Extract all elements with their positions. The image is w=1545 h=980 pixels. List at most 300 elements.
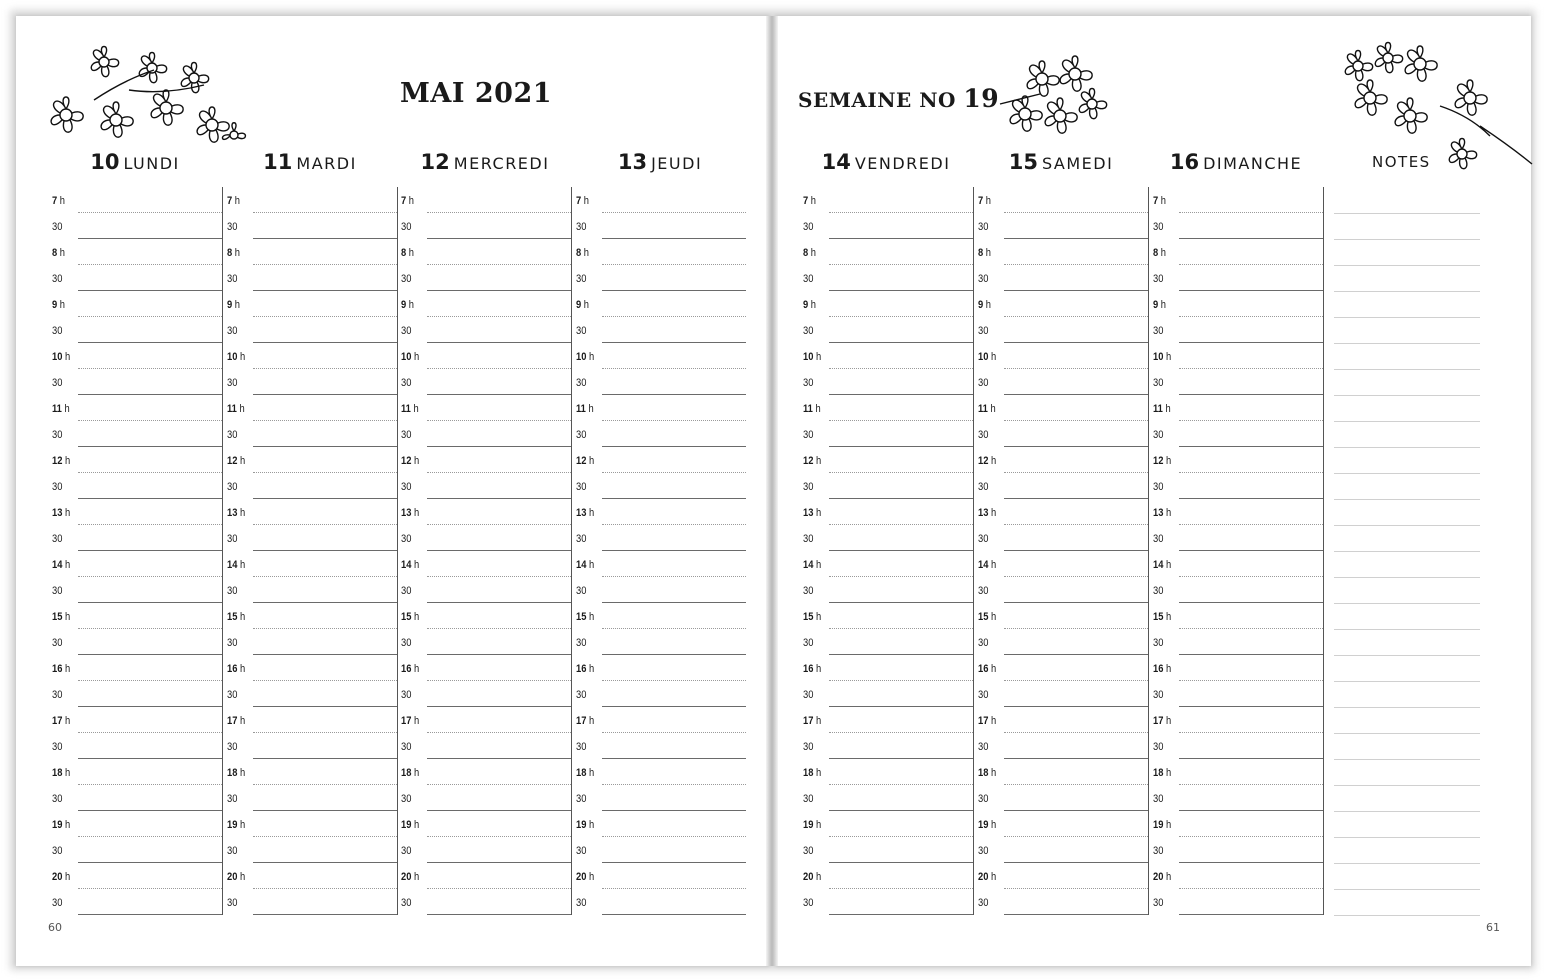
hour-slot[interactable] [52, 395, 222, 421]
day-column[interactable] [803, 187, 973, 915]
time-label: 30 [978, 741, 989, 753]
column-divider [571, 187, 572, 915]
half-hour-slot[interactable] [803, 525, 973, 551]
hour-slot[interactable] [978, 499, 1148, 525]
time-label: 30 [576, 845, 587, 857]
book-gutter [766, 16, 778, 966]
time-label [401, 559, 419, 571]
hour-slot[interactable] [52, 187, 222, 213]
hour-slot[interactable] [576, 603, 746, 629]
time-label [227, 351, 245, 363]
day-column[interactable] [52, 187, 222, 915]
notes-line[interactable] [1334, 499, 1480, 500]
half-hour-slot[interactable] [1153, 889, 1323, 915]
half-hour-slot[interactable] [576, 889, 746, 915]
notes-line[interactable] [1334, 759, 1480, 760]
half-hour-slot[interactable] [401, 889, 571, 915]
half-hour-slot[interactable] [803, 733, 973, 759]
half-hour-slot[interactable] [803, 213, 973, 239]
hour-number: 11 [52, 403, 62, 415]
hour-slot[interactable] [576, 499, 746, 525]
hour-slot[interactable] [803, 395, 973, 421]
hour-slot[interactable] [978, 395, 1148, 421]
hour-slot[interactable] [52, 603, 222, 629]
notes-line[interactable] [1334, 837, 1480, 838]
notes-line[interactable] [1334, 915, 1480, 916]
half-hour-slot[interactable] [1153, 837, 1323, 863]
time-label: 30 [52, 273, 63, 285]
day-column[interactable] [978, 187, 1148, 915]
notes-line[interactable] [1334, 317, 1480, 318]
time-label [978, 247, 991, 259]
half-hour-slot[interactable] [576, 421, 746, 447]
notes-line[interactable] [1334, 655, 1480, 656]
half-hour-slot[interactable] [401, 369, 571, 395]
hour-slot[interactable] [401, 551, 571, 577]
hour-slot[interactable] [576, 655, 746, 681]
half-hour-slot[interactable] [227, 577, 397, 603]
hour-slot[interactable] [227, 395, 397, 421]
hour-slot[interactable] [401, 655, 571, 681]
half-hour-slot[interactable] [401, 577, 571, 603]
half-hour-slot[interactable] [401, 785, 571, 811]
half-hour-slot[interactable] [1153, 317, 1323, 343]
time-label: 30 [52, 793, 63, 805]
hour-number: 10 [576, 351, 587, 363]
notes-line[interactable] [1334, 707, 1480, 708]
time-label: 30 [52, 845, 63, 857]
half-hour-slot[interactable] [576, 837, 746, 863]
half-hour-slot[interactable] [52, 629, 222, 655]
hour-number: 7 [401, 195, 407, 207]
half-hour-slot[interactable] [52, 785, 222, 811]
half-hour-slot[interactable] [401, 629, 571, 655]
half-hour-slot[interactable] [52, 421, 222, 447]
hour-suffix: h [59, 299, 66, 311]
hour-slot[interactable] [401, 499, 571, 525]
hour-number: 9 [576, 299, 582, 311]
hour-suffix: h [65, 663, 71, 675]
half-hour-slot[interactable] [576, 213, 746, 239]
notes-header: NOTES [1372, 153, 1431, 171]
hour-slot[interactable] [576, 707, 746, 733]
day-number: 13 [617, 150, 648, 174]
time-label: 30 [576, 533, 587, 545]
half-hour-slot[interactable] [1153, 369, 1323, 395]
day-column[interactable] [227, 187, 397, 915]
day-name: DIMANCHE [1203, 154, 1303, 173]
half-hour-slot[interactable] [803, 369, 973, 395]
hour-slot[interactable] [227, 187, 397, 213]
half-hour-slot[interactable] [1153, 265, 1323, 291]
time-label [227, 819, 245, 831]
half-hour-slot[interactable] [576, 681, 746, 707]
time-label [52, 247, 65, 259]
time-label [1153, 871, 1171, 883]
hour-slot[interactable] [52, 811, 222, 837]
hour-slot[interactable] [803, 187, 973, 213]
half-hour-slot[interactable] [227, 317, 397, 343]
hour-slot[interactable] [978, 655, 1148, 681]
half-hour-slot[interactable] [978, 577, 1148, 603]
notes-line[interactable] [1334, 551, 1480, 552]
hour-slot[interactable] [52, 863, 222, 889]
hour-slot[interactable] [52, 759, 222, 785]
half-hour-slot[interactable] [401, 317, 571, 343]
notes-line[interactable] [1334, 291, 1480, 292]
hour-slot[interactable] [576, 187, 746, 213]
time-label: 30 [978, 429, 989, 441]
half-hour-slot[interactable] [1153, 473, 1323, 499]
half-hour-slot[interactable] [52, 733, 222, 759]
half-hour-slot[interactable] [227, 629, 397, 655]
half-hour-slot[interactable] [227, 733, 397, 759]
half-hour-slot[interactable] [978, 785, 1148, 811]
hour-slot[interactable] [52, 655, 222, 681]
time-label [576, 715, 594, 727]
time-label: 30 [1153, 325, 1164, 337]
half-hour-slot[interactable] [227, 265, 397, 291]
notes-line[interactable] [1334, 889, 1480, 890]
half-hour-slot[interactable] [52, 265, 222, 291]
time-label: 30 [576, 585, 587, 597]
half-hour-slot[interactable] [803, 421, 973, 447]
half-hour-slot[interactable] [803, 317, 973, 343]
hour-slot[interactable] [803, 239, 973, 265]
half-hour-slot[interactable] [978, 629, 1148, 655]
half-hour-slot[interactable] [1153, 785, 1323, 811]
hour-number: 9 [803, 299, 809, 311]
notes-line[interactable] [1334, 603, 1480, 604]
hour-slot[interactable] [978, 343, 1148, 369]
hour-slot[interactable] [1153, 187, 1323, 213]
time-label [803, 455, 821, 467]
hour-slot[interactable] [401, 395, 571, 421]
half-hour-slot[interactable] [576, 785, 746, 811]
half-hour-slot[interactable] [52, 681, 222, 707]
hour-slot[interactable] [227, 655, 397, 681]
notes-line[interactable] [1334, 733, 1480, 734]
hour-slot[interactable] [227, 811, 397, 837]
hour-slot[interactable] [1153, 759, 1323, 785]
time-label [401, 507, 419, 519]
notes-line[interactable] [1334, 447, 1480, 448]
hour-slot[interactable] [803, 863, 973, 889]
half-hour-slot[interactable] [803, 265, 973, 291]
hour-slot[interactable] [401, 239, 571, 265]
hour-slot[interactable] [803, 603, 973, 629]
time-label: 30 [52, 221, 63, 233]
hour-slot[interactable] [227, 863, 397, 889]
half-hour-slot[interactable] [401, 837, 571, 863]
week-title-prefix: SEMAINE NO [798, 88, 956, 112]
hour-slot[interactable] [978, 187, 1148, 213]
notes-line[interactable] [1334, 421, 1480, 422]
time-label: 30 [401, 377, 412, 389]
half-hour-slot[interactable] [803, 577, 973, 603]
hour-slot[interactable] [803, 811, 973, 837]
notes-line[interactable] [1334, 213, 1480, 214]
time-label [227, 247, 240, 259]
hour-slot[interactable] [401, 811, 571, 837]
hour-slot[interactable] [52, 447, 222, 473]
hour-number: 15 [576, 611, 587, 623]
hour-suffix: h [810, 195, 817, 207]
hour-suffix: h [583, 247, 590, 259]
hour-slot[interactable] [227, 343, 397, 369]
half-hour-slot[interactable] [803, 629, 973, 655]
hour-slot[interactable] [1153, 707, 1323, 733]
hour-slot[interactable] [576, 239, 746, 265]
half-hour-slot[interactable] [576, 629, 746, 655]
hour-slot[interactable] [401, 863, 571, 889]
time-label: 30 [803, 585, 814, 597]
notes-line[interactable] [1334, 239, 1480, 240]
hour-slot[interactable] [1153, 551, 1323, 577]
half-hour-slot[interactable] [978, 473, 1148, 499]
half-hour-slot[interactable] [803, 681, 973, 707]
half-hour-slot[interactable] [978, 213, 1148, 239]
half-hour-slot[interactable] [227, 889, 397, 915]
hour-slot[interactable] [227, 551, 397, 577]
notes-line[interactable] [1334, 343, 1480, 344]
hour-number: 16 [1153, 663, 1164, 675]
time-label: 30 [227, 533, 238, 545]
half-hour-slot[interactable] [52, 213, 222, 239]
half-hour-slot[interactable] [576, 525, 746, 551]
day-column[interactable] [576, 187, 746, 915]
time-label: 30 [978, 533, 989, 545]
hour-slot[interactable] [227, 447, 397, 473]
hour-slot[interactable] [401, 707, 571, 733]
hour-slot[interactable] [803, 655, 973, 681]
hour-suffix: h [65, 351, 71, 363]
hour-slot[interactable] [803, 343, 973, 369]
time-label: 30 [1153, 585, 1164, 597]
half-hour-slot[interactable] [52, 889, 222, 915]
day-column[interactable] [401, 187, 571, 915]
half-hour-slot[interactable] [803, 837, 973, 863]
hour-slot[interactable] [227, 499, 397, 525]
notes-line[interactable] [1334, 265, 1480, 266]
time-label [978, 507, 996, 519]
half-hour-slot[interactable] [1153, 525, 1323, 551]
hour-slot[interactable] [401, 291, 571, 317]
time-label: 30 [1153, 481, 1164, 493]
half-hour-slot[interactable] [1153, 421, 1323, 447]
hour-slot[interactable] [978, 759, 1148, 785]
time-label: 30 [401, 689, 412, 701]
hour-suffix: h [65, 819, 71, 831]
hour-slot[interactable] [1153, 395, 1323, 421]
hour-slot[interactable] [227, 291, 397, 317]
hour-slot[interactable] [576, 811, 746, 837]
half-hour-slot[interactable] [576, 265, 746, 291]
half-hour-slot[interactable] [1153, 681, 1323, 707]
half-hour-slot[interactable] [576, 733, 746, 759]
half-hour-slot[interactable] [1153, 213, 1323, 239]
hour-slot[interactable] [803, 499, 973, 525]
half-hour-slot[interactable] [401, 421, 571, 447]
hour-slot[interactable] [401, 187, 571, 213]
hour-suffix: h [816, 819, 822, 831]
hour-slot[interactable] [803, 291, 973, 317]
hour-number: 7 [227, 195, 233, 207]
notes-line[interactable] [1334, 681, 1480, 682]
hour-slot[interactable] [52, 499, 222, 525]
notes-line[interactable] [1334, 811, 1480, 812]
half-hour-slot[interactable] [978, 265, 1148, 291]
hour-suffix: h [1165, 403, 1171, 415]
half-hour-slot[interactable] [1153, 577, 1323, 603]
half-hour-slot[interactable] [52, 317, 222, 343]
half-hour-slot[interactable] [978, 317, 1148, 343]
time-label [1153, 247, 1166, 259]
hour-slot[interactable] [1153, 239, 1323, 265]
half-hour-slot[interactable] [401, 213, 571, 239]
hour-slot[interactable] [227, 603, 397, 629]
half-hour-slot[interactable] [227, 681, 397, 707]
time-label [803, 767, 821, 779]
time-label [576, 767, 594, 779]
time-label: 30 [227, 481, 238, 493]
notes-line[interactable] [1334, 863, 1480, 864]
hour-slot[interactable] [1153, 499, 1323, 525]
hour-slot[interactable] [1153, 603, 1323, 629]
half-hour-slot[interactable] [401, 681, 571, 707]
time-label: 30 [978, 377, 989, 389]
half-hour-slot[interactable] [803, 889, 973, 915]
notes-line[interactable] [1334, 785, 1480, 786]
hour-slot[interactable] [1153, 863, 1323, 889]
half-hour-slot[interactable] [401, 265, 571, 291]
half-hour-slot[interactable] [978, 421, 1148, 447]
hour-slot[interactable] [1153, 447, 1323, 473]
hour-slot[interactable] [401, 603, 571, 629]
half-hour-slot[interactable] [576, 369, 746, 395]
hour-slot[interactable] [1153, 343, 1323, 369]
half-hour-slot[interactable] [803, 473, 973, 499]
hour-slot[interactable] [803, 551, 973, 577]
hour-slot[interactable] [803, 447, 973, 473]
half-hour-slot[interactable] [227, 421, 397, 447]
hour-slot[interactable] [401, 759, 571, 785]
half-hour-slot[interactable] [52, 473, 222, 499]
hour-suffix: h [991, 871, 997, 883]
half-hour-slot[interactable] [803, 785, 973, 811]
half-hour-slot[interactable] [978, 525, 1148, 551]
hour-slot[interactable] [52, 707, 222, 733]
half-hour-slot[interactable] [1153, 629, 1323, 655]
notes-line[interactable] [1334, 525, 1480, 526]
notes-line[interactable] [1334, 369, 1480, 370]
hour-slot[interactable] [803, 759, 973, 785]
half-hour-slot[interactable] [1153, 733, 1323, 759]
half-hour-slot[interactable] [52, 525, 222, 551]
half-hour-slot[interactable] [227, 525, 397, 551]
half-hour-slot[interactable] [227, 473, 397, 499]
notes-line[interactable] [1334, 629, 1480, 630]
hour-slot[interactable] [978, 603, 1148, 629]
hour-slot[interactable] [576, 759, 746, 785]
hour-slot[interactable] [576, 863, 746, 889]
hour-suffix: h [65, 507, 71, 519]
hour-slot[interactable] [227, 707, 397, 733]
hour-slot[interactable] [978, 239, 1148, 265]
hour-slot[interactable] [978, 447, 1148, 473]
hour-slot[interactable] [978, 863, 1148, 889]
notes-line[interactable] [1334, 473, 1480, 474]
half-hour-slot[interactable] [227, 837, 397, 863]
hour-slot[interactable] [401, 343, 571, 369]
half-hour-slot[interactable] [227, 785, 397, 811]
hour-suffix: h [234, 195, 241, 207]
hour-slot[interactable] [576, 291, 746, 317]
hour-slot[interactable] [227, 759, 397, 785]
hour-slot[interactable] [1153, 291, 1323, 317]
hour-slot[interactable] [1153, 811, 1323, 837]
half-hour-slot[interactable] [978, 837, 1148, 863]
half-hour-slot[interactable] [401, 525, 571, 551]
hour-slot[interactable] [52, 291, 222, 317]
hour-slot[interactable] [401, 447, 571, 473]
hour-slot[interactable] [576, 343, 746, 369]
hour-number: 19 [52, 819, 63, 831]
hour-slot[interactable] [978, 551, 1148, 577]
half-hour-slot[interactable] [401, 733, 571, 759]
time-label [803, 507, 821, 519]
hour-slot[interactable] [576, 551, 746, 577]
half-hour-slot[interactable] [576, 317, 746, 343]
day-header [1146, 150, 1326, 174]
hour-slot[interactable] [576, 395, 746, 421]
half-hour-slot[interactable] [978, 733, 1148, 759]
half-hour-slot[interactable] [576, 577, 746, 603]
page-number: 60 [48, 921, 62, 934]
notes-line[interactable] [1334, 577, 1480, 578]
half-hour-slot[interactable] [52, 837, 222, 863]
half-hour-slot[interactable] [978, 681, 1148, 707]
hour-slot[interactable] [576, 447, 746, 473]
half-hour-slot[interactable] [227, 213, 397, 239]
notes-line[interactable] [1334, 395, 1480, 396]
time-label: 30 [576, 689, 587, 701]
hour-suffix: h [414, 455, 420, 467]
day-column[interactable] [1153, 187, 1323, 915]
time-label [803, 611, 821, 623]
hour-slot[interactable] [978, 811, 1148, 837]
half-hour-slot[interactable] [52, 369, 222, 395]
hour-slot[interactable] [1153, 655, 1323, 681]
hour-slot[interactable] [803, 707, 973, 733]
hour-slot[interactable] [227, 239, 397, 265]
half-hour-slot[interactable] [576, 473, 746, 499]
half-hour-slot[interactable] [227, 369, 397, 395]
hour-slot[interactable] [978, 291, 1148, 317]
hour-slot[interactable] [978, 707, 1148, 733]
time-label [576, 351, 594, 363]
hour-slot[interactable] [52, 551, 222, 577]
half-hour-slot[interactable] [978, 889, 1148, 915]
time-label [576, 663, 594, 675]
hour-slot[interactable] [52, 239, 222, 265]
hour-slot[interactable] [52, 343, 222, 369]
half-hour-slot[interactable] [401, 473, 571, 499]
half-hour-slot[interactable] [978, 369, 1148, 395]
hour-number: 20 [227, 871, 238, 883]
half-hour-slot[interactable] [52, 577, 222, 603]
hour-number: 10 [401, 351, 412, 363]
